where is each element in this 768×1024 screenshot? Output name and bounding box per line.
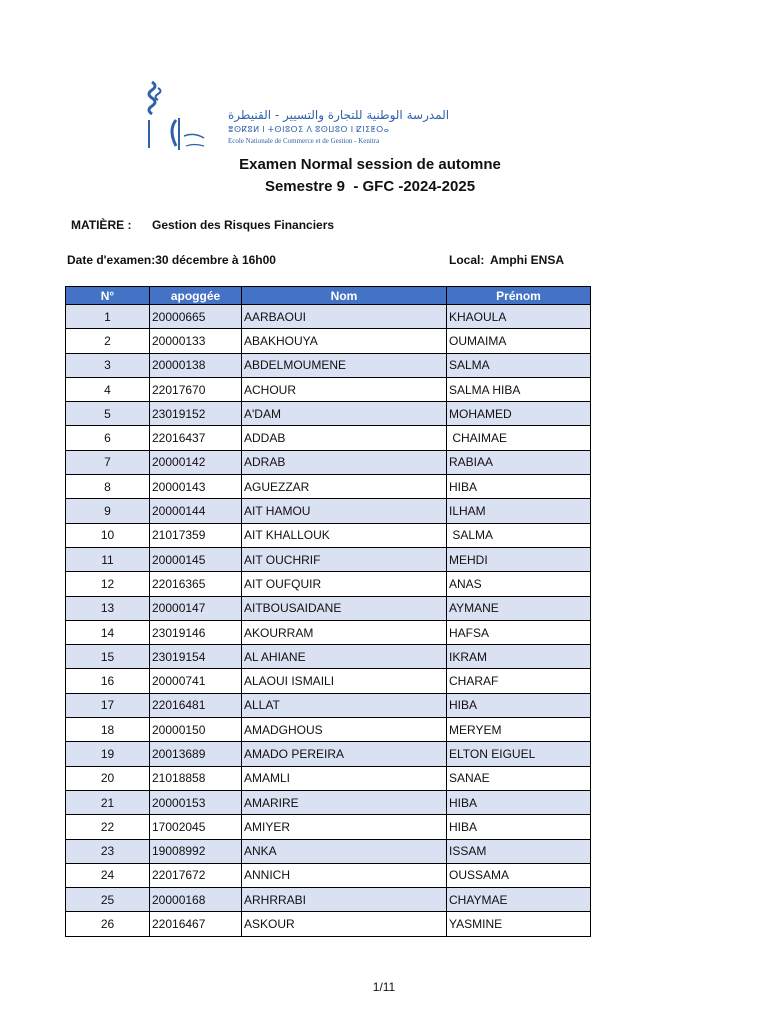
row-nom: AMADGHOUS: [242, 718, 447, 742]
row-nom: ALLAT: [242, 693, 447, 717]
table-row: [66, 645, 591, 669]
table-row: [66, 912, 591, 936]
exam-title: Examen Normal session de automne: [239, 156, 501, 173]
table-row: [66, 547, 591, 571]
row-number: 19: [66, 742, 150, 766]
university-emblem-icon: [140, 78, 226, 158]
school-tifinagh-name: ⴻⵙⴽⵓⵍ ⵏ ⵜⵙⵏⵓⵔⵉ ⴷ ⵓⵙⵡⵓⵔ ⵏ ⵇⵏⵉⵟⵔⴰ: [228, 125, 390, 134]
row-nom: ASKOUR: [242, 912, 447, 936]
school-french-name: Ecole Nationale de Commerce et de Gestion - Kenitra: [228, 137, 380, 145]
location-label: Local:: [449, 253, 485, 267]
row-apogee: 20000144: [150, 499, 242, 523]
row-prenom: IKRAM: [447, 645, 591, 669]
row-prenom: OUMAIMA: [447, 329, 591, 353]
row-number: 12: [66, 572, 150, 596]
table-row: [66, 475, 591, 499]
row-number: 25: [66, 888, 150, 912]
table-row: [66, 377, 591, 401]
row-number: 3: [66, 353, 150, 377]
row-nom: ABDELMOUMENE: [242, 353, 447, 377]
row-nom: ANKA: [242, 839, 447, 863]
row-nom: AL AHIANE: [242, 645, 447, 669]
row-nom: AIT OUFQUIR: [242, 572, 447, 596]
row-nom: AMIYER: [242, 815, 447, 839]
row-apogee: 23019154: [150, 645, 242, 669]
table-row: [66, 596, 591, 620]
row-nom: ACHOUR: [242, 377, 447, 401]
table-row: [66, 888, 591, 912]
table-row: [66, 450, 591, 474]
row-nom: ABAKHOUYA: [242, 329, 447, 353]
row-apogee: 20000168: [150, 888, 242, 912]
row-number: 11: [66, 547, 150, 571]
row-apogee: 20000145: [150, 547, 242, 571]
table-row: [66, 353, 591, 377]
table-row: [66, 790, 591, 814]
table-row: [66, 718, 591, 742]
location-value: Amphi ENSA: [490, 253, 565, 267]
row-prenom: SALMA: [447, 353, 591, 377]
header-prenom: Prénom: [447, 287, 591, 305]
row-nom: ADRAB: [242, 450, 447, 474]
row-apogee: 20000153: [150, 790, 242, 814]
subject-label: MATIÈRE :: [71, 218, 132, 232]
row-number: 9: [66, 499, 150, 523]
row-apogee: 20000133: [150, 329, 242, 353]
row-prenom: CHARAF: [447, 669, 591, 693]
row-prenom: HIBA: [447, 475, 591, 499]
table-row: [66, 572, 591, 596]
table-row: [66, 620, 591, 644]
row-prenom: RABIAA: [447, 450, 591, 474]
row-number: 18: [66, 718, 150, 742]
row-apogee: 20000741: [150, 669, 242, 693]
table-row: [66, 742, 591, 766]
row-number: 1: [66, 305, 150, 329]
row-number: 17: [66, 693, 150, 717]
row-number: 14: [66, 620, 150, 644]
row-nom: AARBAOUI: [242, 305, 447, 329]
row-number: 23: [66, 839, 150, 863]
row-apogee: 17002045: [150, 815, 242, 839]
row-apogee: 20000147: [150, 596, 242, 620]
row-prenom: OUSSAMA: [447, 863, 591, 887]
table-row: [66, 766, 591, 790]
row-prenom: HAFSA: [447, 620, 591, 644]
school-arabic-name: المدرسة الوطنية للتجارة والتسيير - القنيطرة: [228, 108, 450, 122]
row-prenom: YASMINE: [447, 912, 591, 936]
row-prenom: ANAS: [447, 572, 591, 596]
row-number: 20: [66, 766, 150, 790]
row-apogee: 19008992: [150, 839, 242, 863]
row-prenom: ISSAM: [447, 839, 591, 863]
row-nom: AMADO PEREIRA: [242, 742, 447, 766]
row-apogee: 20013689: [150, 742, 242, 766]
row-prenom: AYMANE: [447, 596, 591, 620]
row-apogee: 20000143: [150, 475, 242, 499]
row-nom: AGUEZZAR: [242, 475, 447, 499]
row-number: 21: [66, 790, 150, 814]
row-nom: AITBOUSAIDANE: [242, 596, 447, 620]
school-logo: [140, 78, 450, 158]
exam-subtitle: Semestre 9 - GFC -2024-2025: [264, 178, 476, 195]
row-prenom: HIBA: [447, 693, 591, 717]
row-number: 4: [66, 377, 150, 401]
row-number: 13: [66, 596, 150, 620]
row-apogee: 23019152: [150, 402, 242, 426]
subject-value: Gestion des Risques Financiers: [152, 218, 335, 232]
table-row: [66, 523, 591, 547]
row-number: 8: [66, 475, 150, 499]
row-number: 24: [66, 863, 150, 887]
table-row: [66, 669, 591, 693]
row-number: 26: [66, 912, 150, 936]
row-prenom: CHAYMAE: [447, 888, 591, 912]
row-apogee: 20000150: [150, 718, 242, 742]
row-apogee: 21018858: [150, 766, 242, 790]
header-nom: Nom: [242, 287, 447, 305]
row-apogee: 22016467: [150, 912, 242, 936]
table-row: [66, 426, 591, 450]
exam-date: Date d'examen:30 décembre à 16h00: [67, 253, 276, 267]
row-apogee: 22016481: [150, 693, 242, 717]
table-row: [66, 329, 591, 353]
row-apogee: 23019146: [150, 620, 242, 644]
header-number: N°: [66, 287, 150, 305]
row-nom: ADDAB: [242, 426, 447, 450]
row-prenom: CHAIMAE: [447, 426, 591, 450]
row-number: 7: [66, 450, 150, 474]
row-prenom: ILHAM: [447, 499, 591, 523]
row-nom: ARHRRABI: [242, 888, 447, 912]
row-apogee: 22016437: [150, 426, 242, 450]
row-apogee: 20000665: [150, 305, 242, 329]
table-row: [66, 839, 591, 863]
header-apogee: apoggée: [150, 287, 242, 305]
row-prenom: SALMA HIBA: [447, 377, 591, 401]
table-row: [66, 305, 591, 329]
row-number: 22: [66, 815, 150, 839]
row-number: 10: [66, 523, 150, 547]
row-nom: ANNICH: [242, 863, 447, 887]
row-nom: AMAMLI: [242, 766, 447, 790]
row-nom: AMARIRE: [242, 790, 447, 814]
row-apogee: 21017359: [150, 523, 242, 547]
row-prenom: HIBA: [447, 815, 591, 839]
row-prenom: MEHDI: [447, 547, 591, 571]
row-apogee: 20000142: [150, 450, 242, 474]
table-row: [66, 815, 591, 839]
row-nom: AIT HAMOU: [242, 499, 447, 523]
table-row: [66, 863, 591, 887]
row-prenom: HIBA: [447, 790, 591, 814]
row-number: 5: [66, 402, 150, 426]
row-apogee: 20000138: [150, 353, 242, 377]
student-table: [65, 286, 591, 937]
page-number: 1/11: [372, 980, 396, 994]
table-row: [66, 499, 591, 523]
table-row: [66, 402, 591, 426]
row-prenom: MERYEM: [447, 718, 591, 742]
row-prenom: MOHAMED: [447, 402, 591, 426]
row-prenom: SANAE: [447, 766, 591, 790]
row-nom: AIT KHALLOUK: [242, 523, 447, 547]
row-apogee: 22017672: [150, 863, 242, 887]
row-prenom: KHAOULA: [447, 305, 591, 329]
row-nom: AKOURRAM: [242, 620, 447, 644]
row-apogee: 22017670: [150, 377, 242, 401]
row-apogee: 22016365: [150, 572, 242, 596]
row-number: 15: [66, 645, 150, 669]
row-number: 16: [66, 669, 150, 693]
row-prenom: SALMA: [447, 523, 591, 547]
table-row: [66, 693, 591, 717]
row-number: 6: [66, 426, 150, 450]
row-number: 2: [66, 329, 150, 353]
table-header-row: [66, 287, 591, 305]
row-nom: ALAOUI ISMAILI: [242, 669, 447, 693]
row-prenom: ELTON EIGUEL: [447, 742, 591, 766]
row-nom: A'DAM: [242, 402, 447, 426]
row-nom: AIT OUCHRIF: [242, 547, 447, 571]
